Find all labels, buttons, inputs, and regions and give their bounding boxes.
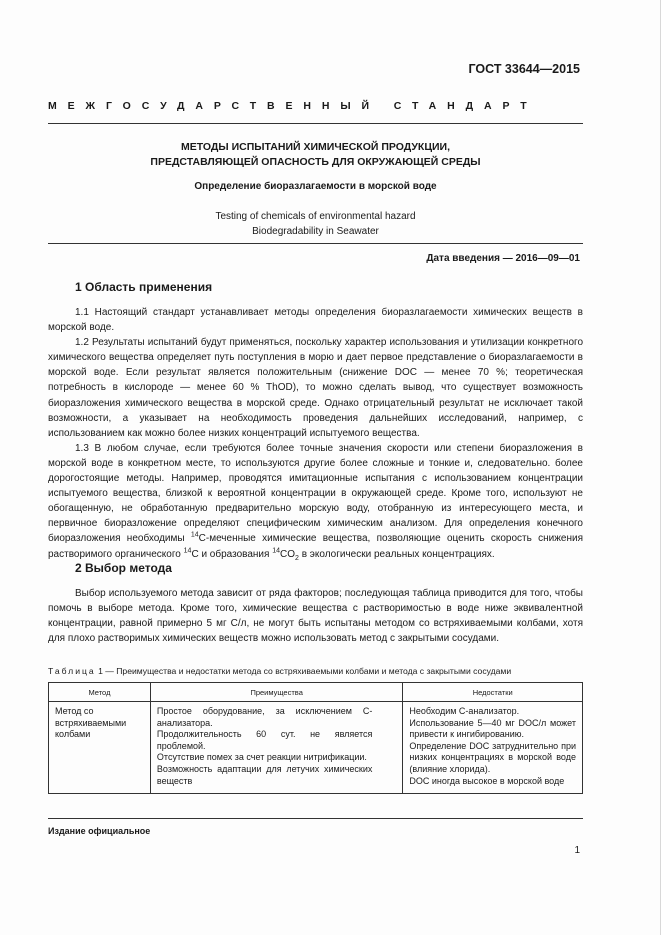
- paragraph-1-3-part-c: C и образования: [191, 548, 270, 560]
- document-title: [48, 140, 583, 170]
- introduction-date: Дата введения — 2016—09—01: [426, 253, 580, 264]
- isotope-14-sup: 14: [190, 532, 199, 540]
- methods-table: [48, 682, 583, 794]
- header-method: Метод: [49, 683, 151, 702]
- header-advantages: Преимущества: [150, 683, 402, 702]
- english-title-line-2: Biodegradability in Seawater: [252, 226, 379, 237]
- footer-divider: [48, 818, 583, 819]
- paragraph-1-3-part-a: 1.3 В любом случае, если требуются более точные значения скорости или степени биоразложения в морской воде в конкретном месте, то используются другие более сложные и тонкие и, следовательно. более дорогостоящие методы. Например, проводятся имитационные испытания с использованием концентрации испытуемого вещества, близкой к вероятной концентрации в окружающей среде. Кроме того, используют не обогащенную, не обработанную предварительно морскую воду, отобранную из интересующего места, и первичное биоразложение определяют специфическим химическим анализом. Для определения конечного биоразложения необходимы: [48, 442, 583, 545]
- advantage-item: Возможность адаптации для летучих химических веществ: [156, 763, 373, 786]
- disadvantage-item: DOC иногда высокое в морской воде: [409, 775, 565, 786]
- header-disadvantages: Недостатки: [403, 683, 583, 702]
- advantage-item: Простое оборудование, за исключением С-анализатора.: [156, 706, 373, 728]
- header-divider: [48, 123, 583, 124]
- section-2-body: [48, 586, 583, 646]
- table-header-row: [49, 683, 583, 702]
- paragraph-1-1: 1.1 Настоящий стандарт устанавливает методы определения биоразлагаемости химических веществ в морской воде.: [48, 307, 583, 334]
- isotope-14-sup: 14: [183, 547, 192, 555]
- cell-disadvantages: [403, 702, 583, 794]
- standard-number: ГОСТ 33644—2015: [468, 62, 580, 76]
- disadvantage-item: Определение DOC затруднительно при низких концентрациях в морской воде (влияние хлорида).: [409, 740, 576, 774]
- disadvantage-item: Необходим С-анализатор.: [409, 706, 520, 716]
- paragraph-2: Выбор используемого метода зависит от ряда факторов; последующая таблица приводится для того, чтобы помочь в выборе метода. Кроме того, химические вещества с растворимостью в воде ниже эквивалентной концентрации, равной примерно 5 мг С/л, не могут быть испытаны методом со встряхиваемыми колбами, хотя для плохо растворимых химических веществ можно использовать метод с закрытыми сосудами.: [48, 588, 583, 645]
- paragraph-1-2: 1.2 Результаты испытаний будут применяться, поскольку характер использования и утилизации конкретного химического вещества определяет путь поступления в морю и дает первое представление о биоразлагаемости в морской воде. Если результат является положительным (снижение DOC — менее 70 %; теоретическая потребность в кислороде — менее 60 % ThOD), то можно сделать вывод, что существует возможность биоразложения химического вещества в морской среде. Однако отрицательный результат не исключает такой возможности, а указывает на необходимость проведения дальнейших исследований, например, с использованием как можно более низких концентраций испытуемого вещества.: [48, 337, 583, 439]
- disadvantage-item: Использование 5—40 мг DOC/л может привести к ингибированию.: [409, 717, 576, 740]
- english-title-line-1: Testing of chemicals of environmental hazard: [215, 211, 416, 222]
- paragraph-1-3-part-b: C-меченные химические вещества, позволяющие оценить скорость снижения растворимого органического: [48, 533, 584, 560]
- paragraph-1-3-part-d: в экологически реальных концентрациях.: [301, 548, 495, 560]
- interstate-standard-label: МЕЖГОСУДАРСТВЕННЫЙ СТАНДАРТ: [48, 100, 538, 112]
- official-edition-label: Издание официальное: [48, 826, 151, 836]
- cell-method: Метод со встряхиваемыми колбами: [49, 702, 151, 794]
- table-caption: [48, 666, 511, 676]
- paragraph-1-3: 1.3 В любом случае, если требуются более точные значения скорости или степени биоразложения в морской воде в конкретном месте, то используются другие более сложные и тонкие и, следовательно. более дорогостоящие методы. Например, проводятся имитационные испытания с использованием концентрации испытуемого вещества, близкой к вероятной концентрации в окружающей среде. Кроме того, используют не обогащенную, не обработанную предварительно морскую воду, отобранную из интересующего места, и первичное биоразложение определяют специфическим химическим анализом. Для определения конечного биоразложения необходимы $^{14}$C-меченные химические вещества, позволяющие оценить скорость снижения растворимого органического $^{14}$C и образования $^{14}CO_2$ в экологически реальных концентрациях.: [48, 442, 584, 562]
- advantage-item: Отсутствие помех за счет реакции нитрификации.: [156, 752, 367, 763]
- section-1-body: [48, 305, 583, 562]
- co2-subscript: 2: [295, 554, 299, 562]
- title-line-2: ПРЕДСТАВЛЯЮЩЕЙ ОПАСНОСТЬ ДЛЯ ОКРУЖАЮЩЕЙ СРЕДЫ: [150, 156, 481, 168]
- english-title: [48, 209, 583, 239]
- page-number: 1: [574, 845, 580, 856]
- advantage-item: Продолжительность 60 сут. не является проблемой.: [156, 729, 373, 751]
- cell-advantages: [150, 702, 402, 794]
- table-caption-text: 1 — Преимущества и недостатки метода со встряхиваемыми колбами и метода с закрытыми сосудами: [98, 666, 512, 676]
- title-line-1: МЕТОДЫ ИСПЫТАНИЙ ХИМИЧЕСКОЙ ПРОДУКЦИИ,: [180, 141, 450, 153]
- document-subtitle: Определение биоразлагаемости в морской воде: [194, 181, 437, 192]
- table-caption-label: Таблица: [48, 666, 96, 676]
- title-divider: [48, 243, 583, 244]
- section-2-heading: 2 Выбор метода: [75, 561, 172, 575]
- isotope-14-sup: 14: [272, 547, 280, 555]
- section-1-heading: 1 Область применения: [75, 280, 213, 294]
- table-row: [49, 702, 583, 794]
